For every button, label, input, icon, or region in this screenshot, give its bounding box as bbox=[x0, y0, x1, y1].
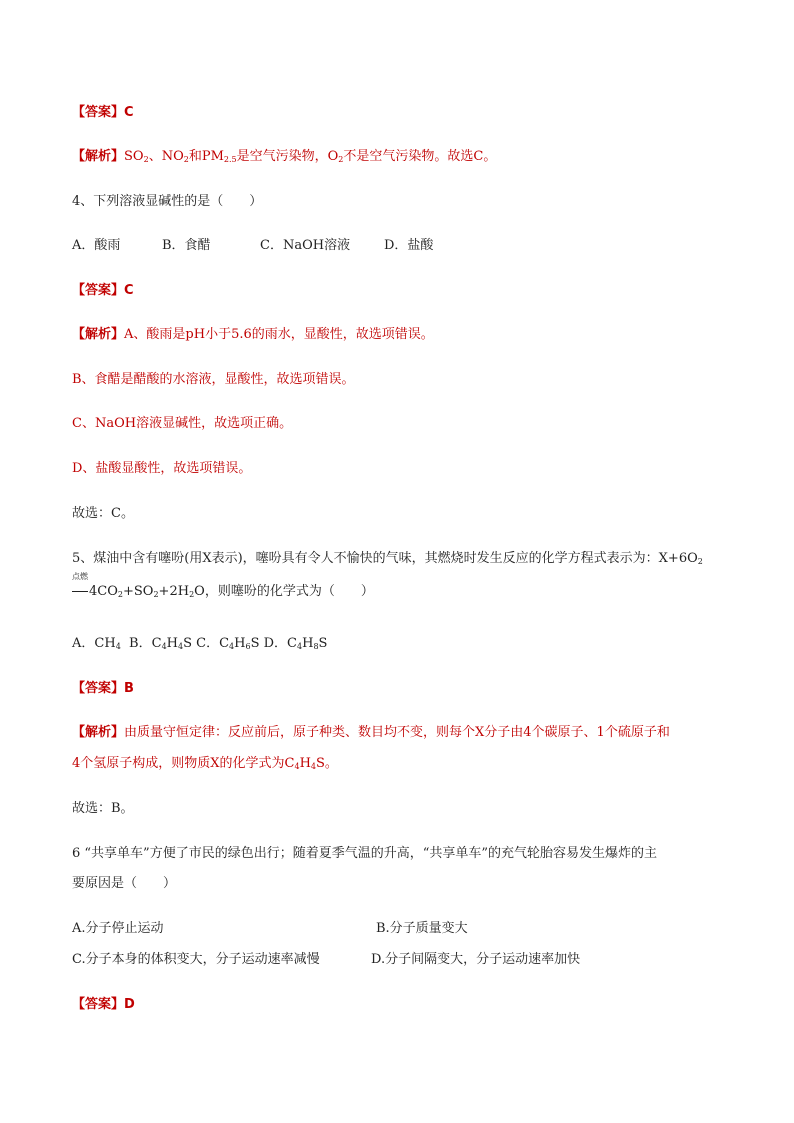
option-c: C.分子本身的体积变大，分子运动速率减慢 bbox=[72, 952, 320, 967]
subscript: 2 bbox=[153, 590, 159, 599]
analysis-5 bbox=[72, 724, 670, 742]
answer-4 bbox=[72, 282, 134, 300]
analysis-text: 是空气污染物，O bbox=[236, 149, 339, 164]
analysis-text: SO bbox=[124, 149, 144, 164]
question-5-stem bbox=[72, 550, 703, 568]
question-text: 4CO bbox=[89, 584, 118, 599]
analysis-text: 、NO bbox=[148, 149, 184, 164]
subscript: 2 bbox=[143, 155, 149, 164]
question-text: 5、煤油中含有噻吩(用X表示)，噻吩具有令人不愉快的气味，其燃烧时发生反应的化学方程式表示为：X+6O bbox=[72, 551, 698, 566]
question-6-options-row-1 bbox=[72, 920, 468, 938]
question-4-stem: 4、下列溶液显碱性的是（ ） bbox=[72, 194, 263, 209]
answer-label: 【答案】 bbox=[72, 283, 125, 298]
analysis-text: 由质量守恒定律：反应前后，原子种类、数目均不变，则每个X分子由4个碳原子、1个硫原子和 bbox=[124, 725, 670, 740]
subscript: 2 bbox=[697, 557, 703, 566]
analysis-5-line-2 bbox=[72, 755, 338, 773]
analysis-text: 不是空气污染物。故选C。 bbox=[343, 149, 497, 164]
analysis-text: 和PM bbox=[188, 149, 224, 164]
equation-bar bbox=[72, 591, 88, 592]
option-d: D.分子间隔变大，分子运动速率加快 bbox=[371, 952, 581, 967]
answer-value: D bbox=[124, 997, 135, 1012]
option-a: A.分子停止运动 bbox=[72, 921, 164, 936]
subscript: 4 bbox=[294, 762, 300, 771]
question-text: O，则噻吩的化学式为（ ） bbox=[194, 584, 374, 599]
analysis-label: 【解析】 bbox=[72, 725, 125, 740]
answer-6 bbox=[72, 996, 135, 1014]
option-b: B.分子质量变大 bbox=[376, 921, 468, 936]
analysis-text: S。 bbox=[316, 756, 338, 771]
answer-3 bbox=[72, 104, 134, 122]
option-b: B．$C_4H_4S$ bbox=[129, 636, 192, 651]
answer-5 bbox=[72, 680, 134, 698]
answer-value: C bbox=[124, 105, 134, 120]
subscript: 2 bbox=[189, 590, 195, 599]
question-text: +2H bbox=[158, 584, 190, 599]
analysis-text: 4个氢原子构成，则物质X的化学式为C bbox=[72, 756, 295, 771]
question-6-options-row-2 bbox=[72, 951, 580, 969]
answer-label: 【答案】 bbox=[72, 997, 125, 1012]
analysis-5-conclusion: 故选：B。 bbox=[72, 801, 134, 816]
analysis-4-line-d: D、盐酸显酸性，故选项错误。 bbox=[72, 461, 252, 476]
answer-label: 【答案】 bbox=[72, 105, 125, 120]
answer-label: 【答案】 bbox=[72, 681, 125, 696]
option-a: A．$CH_4$ bbox=[72, 636, 121, 651]
analysis-4-line-c: C、NaOH溶液显碱性，故选项正确。 bbox=[72, 416, 293, 431]
option-b: B．食醋 bbox=[162, 238, 211, 253]
question-6-stem: 6 “共享单车”方便了市民的绿色出行；随着夏季气温的升高，“共享单车”的充气轮胎容易发生爆炸的主 bbox=[72, 846, 657, 861]
answer-value: C bbox=[124, 283, 134, 298]
option-c: C．$C_4H_6S$ bbox=[196, 636, 260, 651]
answer-value: B bbox=[124, 681, 134, 696]
question-4-options bbox=[72, 237, 433, 255]
option-a: A．酸雨 bbox=[72, 238, 121, 253]
question-5-options bbox=[72, 635, 327, 653]
analysis-4-line-b: B、食醋是醋酸的水溶液，显酸性，故选项错误。 bbox=[72, 372, 355, 387]
analysis-4 bbox=[72, 326, 434, 344]
option-d: D．盐酸 bbox=[384, 238, 434, 253]
analysis-label: 【解析】 bbox=[72, 149, 125, 164]
subscript: 2 bbox=[183, 155, 189, 164]
subscript: 4 bbox=[310, 762, 317, 771]
question-5-equation bbox=[72, 583, 374, 601]
analysis-text: H bbox=[299, 756, 311, 771]
subscript: 2.5 bbox=[223, 155, 237, 164]
subscript: 2 bbox=[338, 155, 344, 164]
question-6-stem-line-2: 要原因是（ ） bbox=[72, 876, 177, 891]
analysis-3 bbox=[72, 148, 496, 166]
option-d: D．$C_4H_8S$ bbox=[263, 636, 328, 651]
reaction-condition: 点燃 bbox=[72, 572, 88, 581]
analysis-text: A、酸雨是pH小于5.6的雨水，显酸性，故选项错误。 bbox=[124, 327, 434, 342]
analysis-4-conclusion: 故选：C。 bbox=[72, 506, 134, 521]
option-c: C．NaOH溶液 bbox=[260, 238, 351, 253]
question-text: +SO bbox=[122, 584, 154, 599]
subscript: 2 bbox=[117, 590, 123, 599]
analysis-label: 【解析】 bbox=[72, 327, 125, 342]
